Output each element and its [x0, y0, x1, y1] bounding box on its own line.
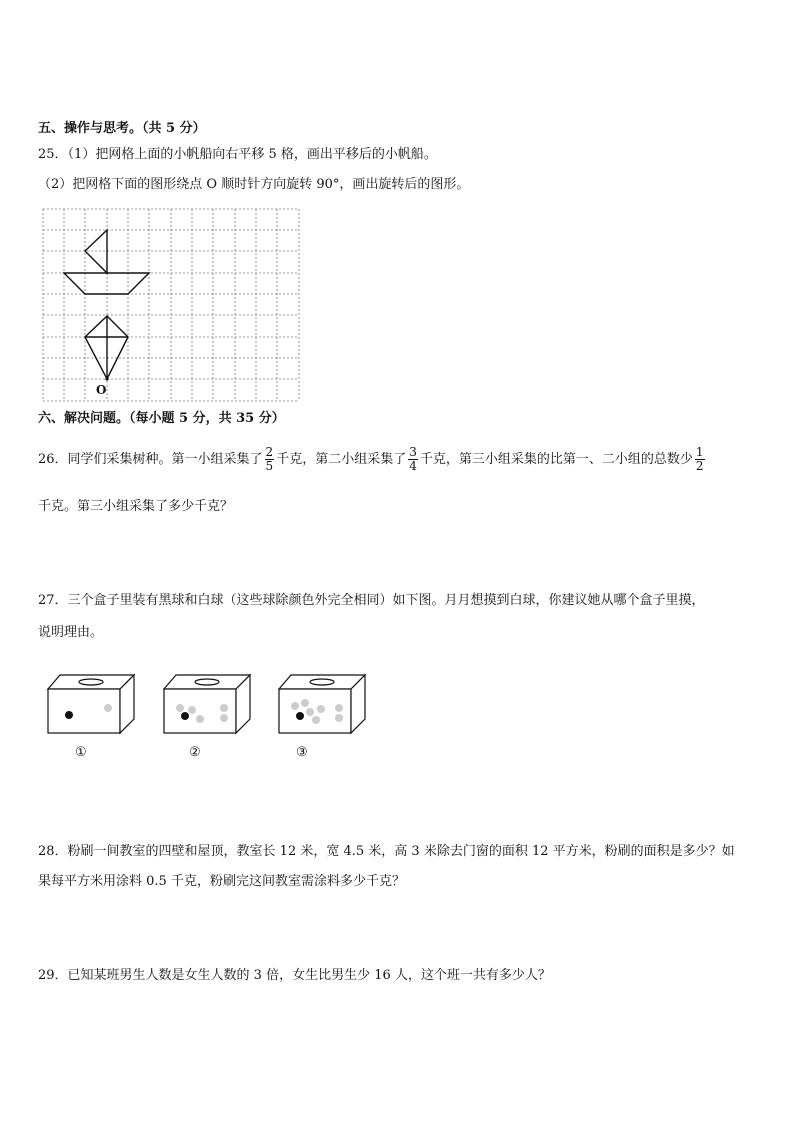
white-ball [104, 704, 112, 712]
sailboat-shape [64, 230, 149, 294]
grid-lines [43, 209, 299, 401]
point-o-label: O [96, 383, 107, 397]
fraction-2-5: $\frac{2}{5}$ [265, 445, 274, 473]
black-ball [65, 711, 73, 719]
white-ball [291, 702, 299, 710]
fraction-3-4: $\frac{3}{4}$ [409, 445, 417, 473]
q26-part1: 26．同学们采集树种。第一小组采集了 [38, 452, 263, 467]
white-ball [335, 714, 343, 722]
section6-title: 六、解决问题。（每小题 5 分，共 35 分） [38, 411, 285, 426]
box-1-label: ① [75, 745, 87, 760]
fraction-1-2: $\frac{1}{2}$ [695, 445, 704, 473]
kite-shape [85, 316, 128, 379]
q29-line1: 29．已知某班男生人数是女生人数的 3 倍，女生比男生少 16 人，这个班一共有多少人？ [38, 968, 551, 983]
q28-line1: 28．粉刷一间教室的四壁和屋顶，教室长 12 米，宽 4.5 米，高 3 米除去门窗的面积 12 平方米，粉刷的面积是多少？如 [38, 844, 735, 859]
q25-line1: 25．（1）把网格上面的小帆船向右平移 5 格，画出平移后的小帆船。 [38, 147, 437, 162]
q26-line2: 千克。第三小组采集了多少千克？ [38, 499, 234, 514]
white-ball [176, 704, 184, 712]
white-ball [317, 705, 325, 713]
white-ball [196, 715, 204, 723]
q28-line2: 果每平方米用涂料 0.5 千克，粉刷完这间教室需涂料多少千克？ [38, 874, 405, 889]
white-ball [312, 716, 320, 724]
section5-title: 五、操作与思考。（共 5 分） [38, 121, 206, 136]
white-ball [301, 699, 309, 707]
white-ball [188, 706, 196, 714]
grid-figure [40, 206, 304, 402]
white-ball [220, 704, 228, 712]
black-ball [296, 712, 304, 720]
black-ball [181, 712, 189, 720]
q27-line2: 说明理由。 [38, 625, 104, 640]
box-2 [162, 673, 254, 735]
q26-part2: 千克，第二小组采集了 [276, 452, 407, 467]
box-1 [46, 673, 138, 735]
q26-line1 [38, 440, 707, 480]
q27-line1: 27．三个盒子里装有黑球和白球（这些球除颜色外完全相同）如下图。月月想摸到白球，你建议她从哪个盒子里摸， [38, 593, 705, 608]
white-ball [220, 714, 228, 722]
q26-part3: 千克，第三小组采集的比第一、二小组的总数少 [419, 452, 693, 467]
white-ball [306, 708, 314, 716]
box-3-label: ③ [296, 745, 308, 760]
box-3 [277, 673, 369, 735]
white-ball [335, 704, 343, 712]
box-2-label: ② [189, 745, 201, 760]
q25-line2: （2）把网格下面的图形绕点 O 顺时针方向旋转 90°，画出旋转后的图形。 [38, 177, 470, 192]
